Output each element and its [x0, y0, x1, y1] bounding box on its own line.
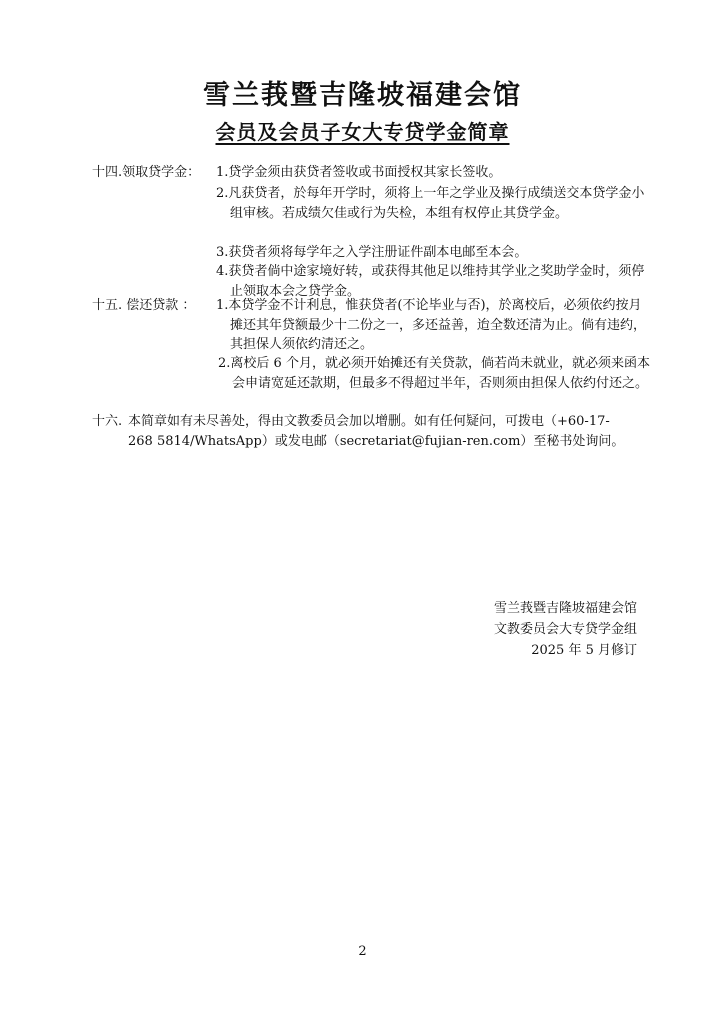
section-14-item-3: 3.获贷者须将每学年之入学注册证件副本电邮至本会。: [216, 245, 528, 260]
section-14-label: 十四.领取贷学金：: [92, 165, 201, 180]
signature-block: [494, 598, 637, 661]
section-15-item-2: 2.离校后 6 个月，就必须开始摊还有关贷款，倘若尚未就业，就必须来函本会申请宽延还款期，但最多不得超过半年，否则须由担保人依约付还之。: [218, 356, 650, 391]
section-14-item-1: 1.贷学金须由获贷者签收或书面授权其家长签收。: [216, 165, 502, 180]
subtitle-text: 会员及会员子女大专贷学金简章: [215, 120, 510, 144]
section-16-text: 本简章如有未尽善处，得由文教委员会加以增删。如有任何疑问，可拨电（+60-17-268 5814/WhatsApp）或发电邮（secretariat@fujian-ren.com）至秘书处询问。: [128, 414, 625, 449]
section-16-label: 十六.: [92, 414, 123, 429]
document-title: 雪兰莪暨吉隆坡福建会馆: [203, 80, 522, 111]
signature-org: 雪兰莪暨吉隆坡福建会馆: [493, 601, 637, 616]
signature-committee: 文教委员会大专贷学金组: [493, 622, 637, 637]
section-14-item-4: 4.获贷者倘中途家境好转，或获得其他足以维持其学业之奖助学金时，须停止领取本会之贷学金。: [216, 264, 645, 299]
section-14-item-2: 2.凡获贷者，於每年开学时，须将上一年之学业及操行成绩送交本贷学金小组审核。若成绩欠佳或行为失检，本组有权停止其贷学金。: [216, 186, 645, 221]
page-number: 2: [358, 944, 367, 959]
section-15-item-1: 1.本贷学金不计利息，惟获贷者(不论毕业与否)，於离校后，必须依约按月摊还其年贷额最少十二份之一，多还益善，迨全数还清为止。倘有违约，其担保人须依约清还之。: [216, 298, 647, 352]
signature-date: 2025 年 5 月修订: [531, 643, 637, 658]
document-subtitle: [0, 118, 725, 146]
section-15-label: 十五. 偿还贷款 ：: [92, 298, 196, 313]
